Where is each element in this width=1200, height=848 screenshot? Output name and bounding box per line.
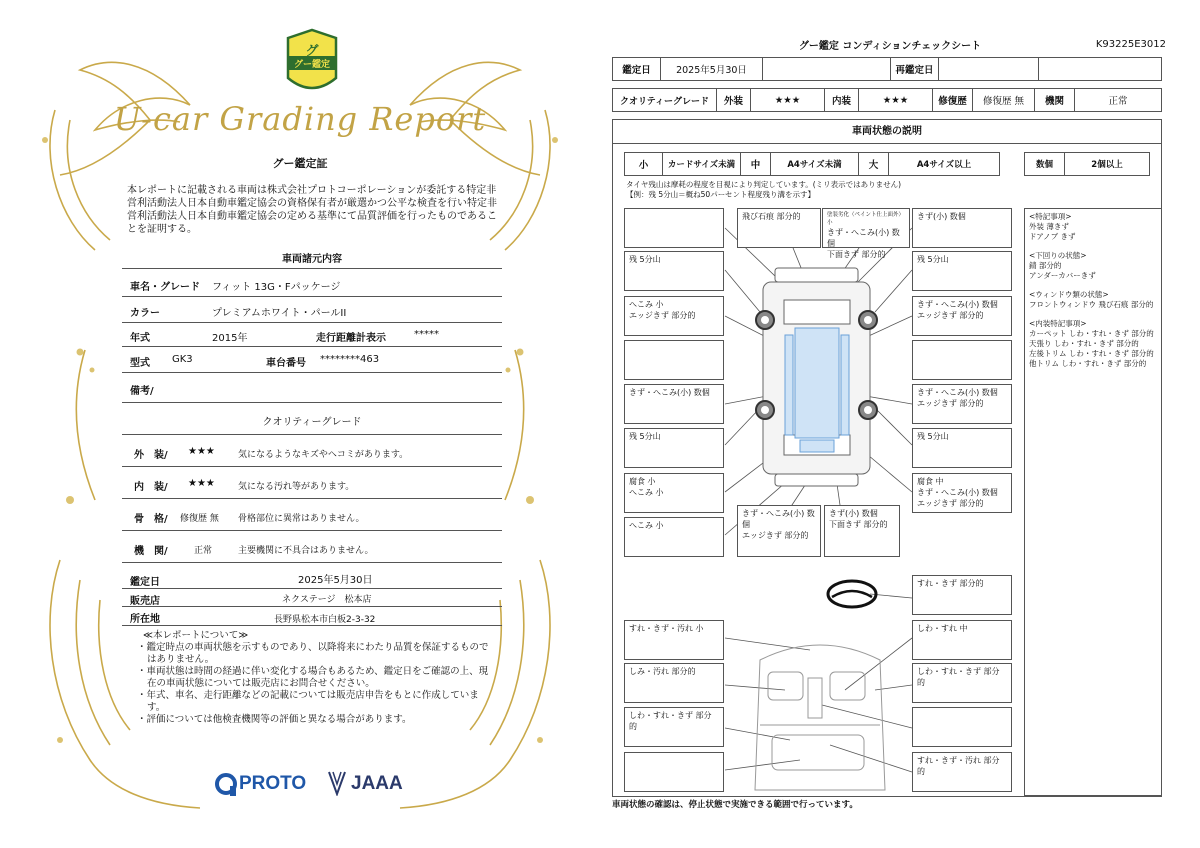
box-tire-fr: 残 5分山	[912, 251, 1012, 291]
special-notes	[1024, 208, 1162, 796]
under-item: アンダーカバーきず	[1029, 271, 1096, 280]
special-item: ドアノブ きず	[1029, 232, 1076, 241]
script-title: U-car Grading Report	[113, 100, 487, 138]
model-value: GK3	[172, 354, 193, 365]
repair-label: 修復歴	[933, 89, 973, 112]
exterior-desc: 気になるようなキズやヘコミがあります。	[238, 450, 409, 460]
ext-value: ★★★	[751, 89, 825, 112]
size-large: 大	[859, 153, 889, 176]
ext-label: 外装	[717, 89, 751, 112]
frame-label: 骨 格/	[134, 514, 168, 525]
exterior-label: 外 装/	[134, 450, 168, 461]
name-label: 車名・グレード	[130, 282, 200, 293]
mileage-value: *****	[414, 329, 439, 340]
logos	[215, 768, 415, 800]
box-l3	[624, 340, 724, 380]
mileage-label: 走行距離計表示	[316, 333, 386, 344]
box-steering: すれ・きず 部分的	[912, 575, 1012, 615]
box-t1	[624, 208, 724, 248]
under-title: <下回りの状態>	[1029, 251, 1087, 260]
box-tire-rr: 残 5分山	[912, 428, 1012, 468]
frame-desc: 骨格部位に異常はありません。	[238, 514, 365, 524]
exterior-value: ★★★	[188, 446, 215, 457]
interior-title: <内装特記事項>	[1029, 319, 1087, 328]
box-interior-6: しわ・すれ・きず 部分的	[912, 663, 1012, 703]
date-value: 2025年5月30日	[661, 58, 763, 81]
box-interior-8: すれ・きず・汚れ 部分的	[912, 752, 1012, 792]
badge-text: グー鑑定	[293, 60, 330, 70]
box-front-right: きず(小) 数個	[912, 208, 1012, 248]
color-label: カラー	[130, 308, 160, 319]
grade-label: クオリティーグレード	[613, 89, 717, 112]
box-front-stone: 飛び石痕 部分的	[737, 208, 821, 248]
box-r3	[912, 340, 1012, 380]
interior-item: 他トリム しわ・すれ・きず 部分的	[1029, 359, 1147, 368]
sheet-footer: 車両状態の確認は、停止状態で実施できる範囲で行っています。	[612, 800, 858, 810]
note-item: ・評価については他検査機関等の評価と異なる場合があります。	[137, 714, 412, 725]
date-label: 鑑定日	[130, 577, 160, 588]
window-title: <ウィンドウ類の状態>	[1029, 290, 1109, 299]
box-interior-4	[624, 752, 724, 792]
size-mid-desc: A4サイズ未満	[771, 153, 859, 176]
special-title: <特記事項>	[1029, 212, 1072, 221]
count-label: 数個	[1025, 153, 1065, 176]
notes	[135, 630, 495, 726]
engine-label: 機関	[1035, 89, 1075, 112]
box-tire-fl: 残 5分山	[624, 251, 724, 291]
interior-item: 天張り しわ・すれ・きず 部分的	[1029, 339, 1139, 348]
box-interior-5: しわ・すれ 中	[912, 620, 1012, 660]
model-label: 型式	[130, 358, 150, 369]
proto-logo-text: PROTO	[239, 773, 307, 794]
engine-value: 正常	[194, 546, 213, 556]
frame-value: 修復歴 無	[180, 514, 219, 524]
color-value: プレミアムホワイト・パールII	[212, 308, 347, 319]
special-item: 外装 薄きず	[1029, 222, 1069, 231]
box-front-bumper: 塗装劣化（ペイント仕上面外） 小 きず・へこみ(小) 数個 下面きず 部分的	[822, 208, 910, 248]
jaaa-logo-icon	[327, 770, 347, 796]
engine-label: 機 関/	[134, 546, 168, 557]
interior-item: カーペット しわ・すれ・きず 部分的	[1029, 329, 1154, 338]
date-label: 鑑定日	[613, 58, 661, 81]
box-right-front: きず・へこみ(小) 数個 エッジきず 部分的	[912, 296, 1012, 336]
box-left-bottom: へこみ 小	[624, 517, 724, 557]
certificate-body: 本レポートに記載される車両は株式会社プロトコーポレーションが委託する特定非営利活動法人日本自動車鑑定協会の資格保有者が厳選かつ公平な検査を行い特定非営利活動法人日本自動車鑑定協会の定める基準にて品質評価を行ったものであることを証明する。	[127, 185, 497, 235]
condition-title: 車両状態の説明	[612, 119, 1162, 144]
size-mid: 中	[741, 153, 771, 176]
steering-wheel-icon	[828, 581, 876, 607]
box-rear-under: きず(小) 数個 下面きず 部分的	[824, 505, 900, 557]
box-tire-rl: 残 5分山	[624, 428, 724, 468]
under-item: 錆 部分的	[1029, 261, 1062, 270]
date-value: 2025年5月30日	[298, 575, 373, 586]
spec-title: 車両諸元内容	[282, 254, 342, 265]
chassis-value: ********463	[320, 354, 380, 365]
size-small-desc: カードサイズ未満	[663, 153, 741, 176]
int-value: ★★★	[859, 89, 933, 112]
tire-note-1: タイヤ残山は摩耗の程度を目視により判定しています。(ミリ表示ではありません)	[626, 180, 902, 189]
address-value: 長野県松本市白板2-3-32	[274, 615, 376, 625]
size-large-desc: A4サイズ以上	[889, 153, 1000, 176]
box-interior-3: しわ・すれ・きず 部分的	[624, 707, 724, 747]
note-item: ・車両状態は時間の経過に伴い変化する場合もあるため、鑑定日をご確認の上、現在の車両状態については販売店にお問合せください。	[137, 666, 489, 689]
box-left-front: へこみ 小 エッジきず 部分的	[624, 296, 724, 336]
name-value: フィット 13G・Fパッケージ	[212, 282, 341, 293]
reinspect-label: 再鑑定日	[891, 58, 939, 81]
box-interior-2: しみ・汚れ 部分的	[624, 663, 724, 703]
box-interior-7	[912, 707, 1012, 747]
engine-value: 正常	[1075, 89, 1162, 112]
box-right-rear-door: きず・へこみ(小) 数個 エッジきず 部分的	[912, 384, 1012, 424]
notes-title: ≪本レポートについて≫	[143, 630, 249, 641]
count-desc: 2個以上	[1065, 153, 1150, 176]
proto-logo-icon	[215, 772, 239, 796]
window-item: フロントウィンドウ 飛び石痕 部分的	[1029, 300, 1154, 309]
year-label: 年式	[130, 333, 150, 344]
remarks-label: 備考/	[130, 386, 154, 397]
size-small: 小	[625, 153, 663, 176]
certificate-title: グー鑑定証	[272, 157, 328, 170]
box-left-rear: 腐食 小 へこみ 小	[624, 473, 724, 513]
shop-value: ネクステージ 松本店	[282, 595, 372, 605]
int-label: 内装	[825, 89, 859, 112]
note-item: ・鑑定時点の車両状態を示すものであり、以降将来にわたり品質を保証するものではありません。	[137, 642, 489, 665]
shop-label: 販売店	[130, 596, 160, 607]
jaaa-logo-text: JAAA	[351, 773, 403, 794]
box-right-rear: 腐食 中 きず・へこみ(小) 数個 エッジきず 部分的	[912, 473, 1012, 513]
interior-item: 左後トリム しわ・すれ・きず 部分的	[1029, 349, 1154, 358]
box-left-rear-door: きず・へこみ(小) 数個	[624, 384, 724, 424]
note-item: ・年式、車名、走行距離などの記載については販売店申告をもとに作成しています。	[137, 690, 479, 713]
tire-note-2: 【例：残 5分山＝概ね50パーセント程度残り溝を示す】	[626, 190, 816, 199]
year-value: 2015年	[212, 333, 248, 344]
interior-value: ★★★	[188, 478, 215, 489]
box-rear-bumper: きず・へこみ(小) 数個 エッジきず 部分的	[737, 505, 821, 557]
interior-label: 内 装/	[134, 482, 168, 493]
engine-desc: 主要機関に不具合はありません。	[238, 546, 374, 556]
box-interior-1: すれ・きず・汚れ 小	[624, 620, 724, 660]
address-label: 所在地	[130, 614, 160, 625]
badge-mark: グ	[305, 44, 319, 59]
sheet-title: グー鑑定 コンディションチェックシート	[798, 41, 982, 52]
repair-value: 修復歴 無	[973, 89, 1035, 112]
chassis-label: 車台番号	[266, 358, 306, 369]
grade-title: クオリティーグレード	[262, 417, 362, 428]
sheet-id: K93225E3012	[1095, 39, 1166, 50]
interior-desc: 気になる汚れ等があります。	[238, 482, 355, 492]
check-sheet-page	[600, 0, 1200, 848]
